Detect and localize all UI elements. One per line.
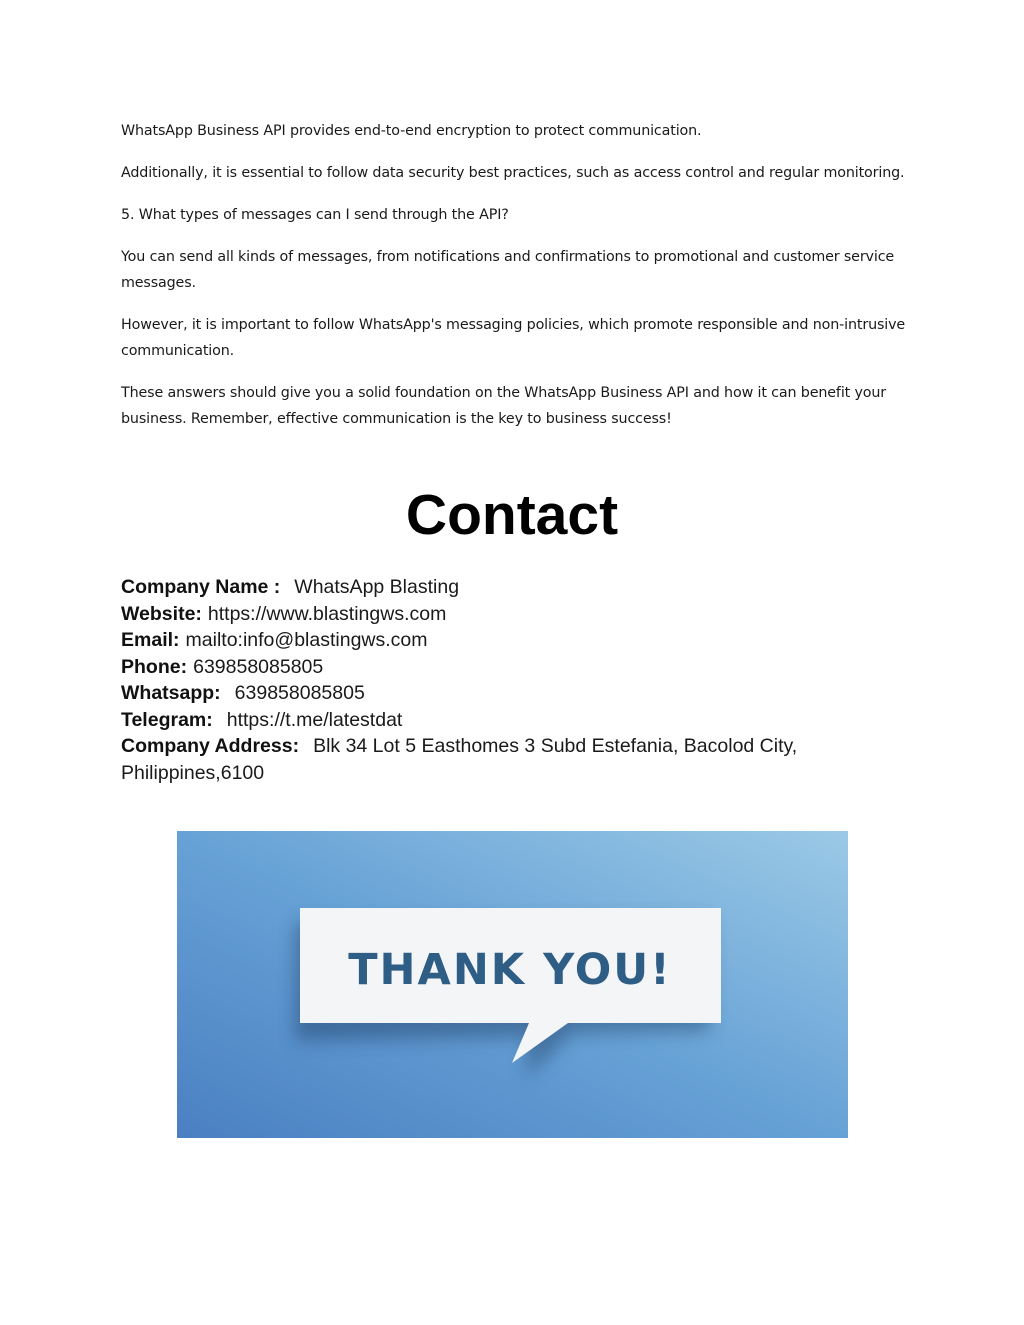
contact-row-address bbox=[121, 733, 881, 786]
question-message-types: 5. What types of messages can I send through the API? bbox=[121, 207, 509, 223]
email-link[interactable]: mailto:info@blastingws.com bbox=[185, 629, 428, 651]
whatsapp-label: Whatsapp: bbox=[121, 682, 221, 704]
body-text bbox=[121, 118, 911, 448]
address-value: Blk 34 Lot 5 Easthomes 3 Subd Estefania, Bacolod City, Philippines,6100 bbox=[121, 735, 798, 784]
paragraph-encryption: WhatsApp Business API provides end-to-end encryption to protect communication. bbox=[121, 123, 702, 139]
contact-row-phone bbox=[121, 654, 881, 681]
thank-you-illustration bbox=[177, 831, 848, 1138]
paragraph-policies: However, it is important to follow WhatsApp's messaging policies, which promote responsible and non-intrusive communication. bbox=[121, 317, 906, 359]
whatsapp-value: 639858085805 bbox=[234, 682, 365, 704]
telegram-link[interactable]: https://t.me/latestdat bbox=[226, 708, 403, 731]
paragraph-security-practices: Additionally, it is essential to follow data security best practices, such as access control and regular monitoring. bbox=[121, 165, 905, 181]
telegram-label: Telegram: bbox=[121, 708, 213, 731]
website-link[interactable]: https://www.blastingws.com bbox=[207, 602, 447, 625]
thank-you-text: THANK YOU! bbox=[348, 945, 672, 995]
contact-row-website bbox=[121, 601, 881, 628]
phone-label: Phone: bbox=[121, 655, 188, 678]
contact-row-whatsapp bbox=[121, 680, 881, 707]
email-label: Email: bbox=[121, 629, 180, 651]
address-label: Company Address: bbox=[121, 735, 300, 757]
website-label: Website: bbox=[121, 602, 202, 625]
company-name-label: Company Name : bbox=[121, 576, 281, 598]
paragraph-conclusion: These answers should give you a solid foundation on the WhatsApp Business API and how it can benefit your business. Remember, effective communication is the key to business success! bbox=[121, 385, 887, 427]
thank-you-image bbox=[177, 831, 848, 1138]
contact-heading: Contact bbox=[405, 483, 619, 547]
company-name-value: WhatsApp Blasting bbox=[294, 576, 460, 598]
contact-row-email bbox=[121, 627, 881, 654]
paragraph-message-kinds: You can send all kinds of messages, from notifications and confirmations to promotional and customer service messages. bbox=[121, 249, 895, 291]
contact-row-company-name bbox=[121, 574, 881, 601]
phone-value: 639858085805 bbox=[193, 655, 324, 678]
contact-details bbox=[121, 574, 881, 786]
contact-row-telegram bbox=[121, 707, 881, 734]
